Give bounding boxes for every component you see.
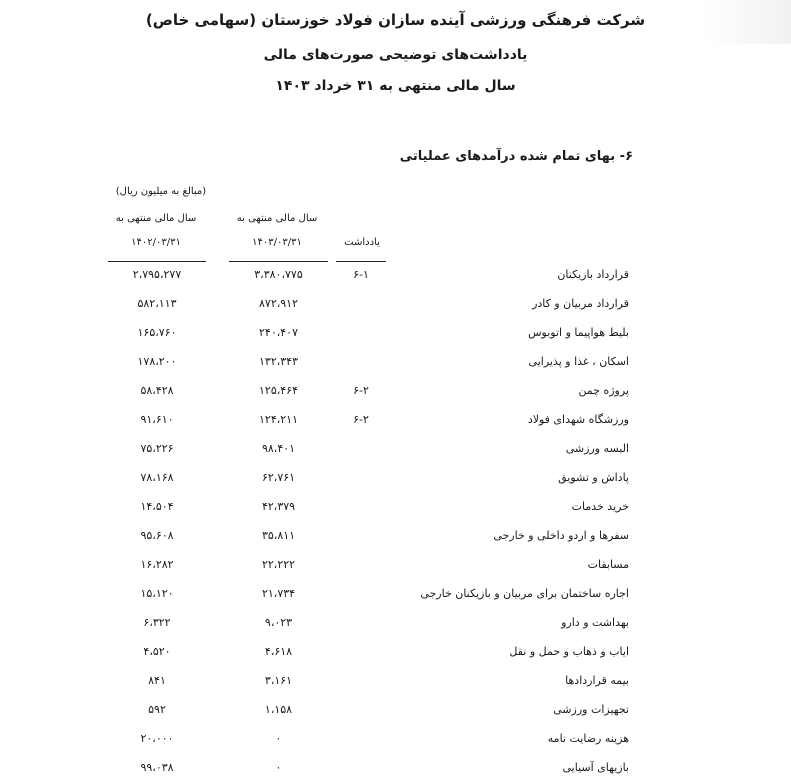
table-row: [0, 697, 791, 726]
row-prior-year-amount: ۷۸،۱۶۸: [140, 471, 174, 484]
row-prior-year-amount: ۱۶۵،۷۶۰: [137, 326, 177, 339]
row-prior-year-amount: ۵۹۲: [148, 703, 166, 716]
table-row: [0, 262, 791, 291]
row-prior-year-amount: ۲،۷۹۵،۲۷۷: [132, 268, 182, 281]
row-prior-year-amount: ۵۸۲،۱۱۳: [137, 297, 177, 310]
table-row: [0, 523, 791, 552]
table-row: [0, 465, 791, 494]
table-row: [0, 407, 791, 436]
table-row: [0, 726, 791, 755]
table-row: [0, 581, 791, 610]
row-label: سفرها و اردو داخلی و خارجی: [493, 529, 629, 542]
table-row: [0, 436, 791, 465]
row-prior-year-amount: ۹۹،۰۳۸: [140, 761, 174, 774]
column-header-current-label: سال مالی منتهی به: [236, 213, 318, 224]
table-row: [0, 610, 791, 639]
row-current-year-amount: ۲۴۰،۴۰۷: [259, 326, 298, 339]
cost-table-body: [0, 262, 791, 784]
row-current-year-amount: ۱،۱۵۸: [264, 703, 293, 716]
row-label: مسابقات: [587, 558, 629, 571]
document-subtitle: یادداشت‌های توضیحی صورت‌های مالی: [263, 47, 528, 63]
row-current-year-amount: ۴،۶۱۸: [264, 645, 293, 658]
row-current-year-amount: ۲۱،۷۳۴: [261, 587, 296, 600]
row-prior-year-amount: ۵۸،۴۲۸: [140, 384, 174, 397]
row-current-year-amount: ۱۳۲،۳۴۳: [259, 355, 298, 368]
row-prior-year-amount: ۹۵،۶۰۸: [140, 529, 174, 542]
table-row: [0, 639, 791, 668]
column-header-note: یادداشت: [344, 237, 380, 248]
row-current-year-amount: ۳،۳۸۰،۷۷۵: [254, 268, 303, 281]
row-label: البسه ورزشی: [565, 442, 629, 455]
row-prior-year-amount: ۲۰،۰۰۰: [140, 732, 174, 745]
row-prior-year-amount: ۷۵،۲۲۶: [140, 442, 174, 455]
row-current-year-amount: ۸۷۲،۹۱۲: [259, 297, 298, 310]
table-row: [0, 378, 791, 407]
column-header-prior-year: [103, 207, 209, 255]
row-note-ref: ۶-۱: [353, 268, 369, 281]
row-prior-year-amount: ۱۷۸،۲۰۰: [137, 355, 177, 368]
column-header-current-year: [225, 207, 329, 255]
column-header-current-date: ۱۴۰۳/۰۳/۳۱: [252, 237, 302, 248]
row-label: پاداش و تشویق: [558, 471, 629, 484]
row-label: بازیهای آسیایی: [562, 761, 629, 774]
row-label: هزینه رضایت نامه: [547, 732, 629, 745]
row-label: تجهیزات ورزشی: [553, 703, 629, 716]
row-label: اجاره ساختمان برای مربیان و بازیکنان خارجی: [420, 587, 629, 600]
table-row: [0, 552, 791, 581]
column-header-prior-label: سال مالی منتهی به: [115, 213, 197, 224]
row-current-year-amount: ۹۸،۴۰۱: [261, 442, 296, 455]
table-row: [0, 494, 791, 523]
row-prior-year-amount: ۱۶،۲۸۲: [140, 558, 174, 571]
row-label: بیمه قراردادها: [565, 674, 629, 687]
currency-unit-note: (مبالغ به میلیون ریال): [115, 186, 207, 197]
row-label: پروژه چمن: [578, 384, 629, 397]
table-row: [0, 349, 791, 378]
row-current-year-amount: ۴۲،۳۷۹: [261, 500, 296, 513]
row-label: قرارداد بازیکنان: [557, 268, 629, 281]
row-label: خرید خدمات: [571, 500, 629, 513]
row-label: ورزشگاه شهدای فولاد: [527, 413, 629, 426]
row-current-year-amount: ۰: [275, 761, 282, 774]
row-label: ایاب و ذهاب و حمل و نقل: [509, 645, 629, 658]
section-title: ۶- بهای تمام شده درآمدهای عملیاتی: [399, 149, 633, 164]
row-prior-year-amount: ۹۱،۶۱۰: [140, 413, 174, 426]
row-prior-year-amount: ۸۴۱: [148, 674, 166, 687]
table-row: [0, 291, 791, 320]
row-current-year-amount: ۰: [275, 732, 282, 745]
company-title: شرکت فرهنگی ورزشی آینده سازان فولاد خوزستان (سهامی خاص): [145, 11, 646, 29]
row-prior-year-amount: ۱۴،۵۰۴: [140, 500, 174, 513]
row-label: قرارداد مربیان و کادر: [532, 297, 629, 310]
row-prior-year-amount: ۶،۳۲۲: [143, 616, 171, 629]
table-row: [0, 668, 791, 697]
row-prior-year-amount: ۴،۵۲۰: [143, 645, 171, 658]
row-note-ref: ۶-۲: [353, 413, 369, 426]
table-row: [0, 320, 791, 349]
row-current-year-amount: ۳،۱۶۱: [264, 674, 293, 687]
row-current-year-amount: ۱۲۴،۲۱۱: [259, 413, 298, 426]
row-prior-year-amount: ۱۵،۱۲۰: [140, 587, 174, 600]
row-current-year-amount: ۹،۰۲۳: [264, 616, 293, 629]
column-header-prior-date: ۱۴۰۲/۰۳/۳۱: [131, 237, 181, 248]
row-current-year-amount: ۳۵،۸۱۱: [261, 529, 296, 542]
row-label: اسکان ، غذا و پذیرایی: [528, 355, 629, 368]
table-row: [0, 755, 791, 784]
row-current-year-amount: ۶۲،۷۶۱: [261, 471, 296, 484]
fiscal-period: سال مالی منتهی به ۳۱ خرداد ۱۴۰۳: [275, 78, 516, 94]
row-current-year-amount: ۱۲۵،۴۶۴: [259, 384, 298, 397]
row-current-year-amount: ۲۲،۲۲۲: [261, 558, 296, 571]
row-label: بلیط هواپیما و اتوبوس: [528, 326, 629, 339]
row-note-ref: ۶-۲: [353, 384, 369, 397]
row-label: بهداشت و دارو: [561, 616, 629, 629]
